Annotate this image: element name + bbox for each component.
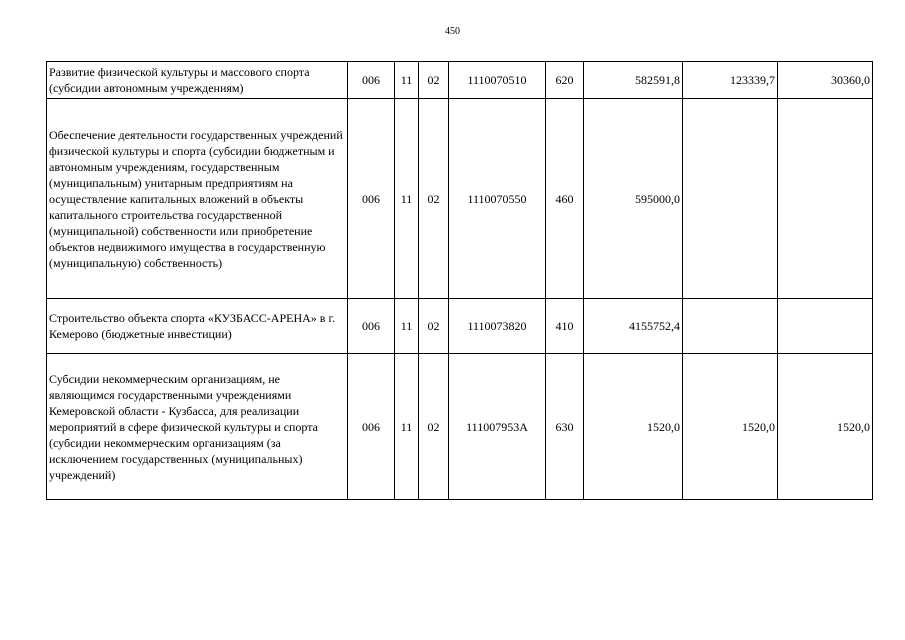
target-article-code: 111007953А bbox=[449, 354, 546, 500]
amount-year-2: 1520,0 bbox=[683, 354, 778, 500]
subsection-code: 02 bbox=[419, 99, 449, 299]
amount-year-3: 1520,0 bbox=[778, 354, 873, 500]
subsection-code: 02 bbox=[419, 299, 449, 354]
amount-year-2: 123339,7 bbox=[683, 62, 778, 99]
ministry-code: 006 bbox=[348, 299, 395, 354]
table-row bbox=[47, 354, 873, 500]
section-code: 11 bbox=[395, 354, 419, 500]
expense-type-code: 410 bbox=[546, 299, 584, 354]
section-code: 11 bbox=[395, 99, 419, 299]
ministry-code: 006 bbox=[348, 99, 395, 299]
amount-year-3: 30360,0 bbox=[778, 62, 873, 99]
target-article-code: 1110073820 bbox=[449, 299, 546, 354]
expense-type-code: 460 bbox=[546, 99, 584, 299]
subsection-code: 02 bbox=[419, 354, 449, 500]
table-row bbox=[47, 62, 873, 99]
table-row bbox=[47, 299, 873, 354]
amount-year-3 bbox=[778, 299, 873, 354]
amount-year-1: 595000,0 bbox=[584, 99, 683, 299]
target-article-code: 1110070550 bbox=[449, 99, 546, 299]
table-row bbox=[47, 99, 873, 299]
ministry-code: 006 bbox=[348, 354, 395, 500]
target-article-code: 1110070510 bbox=[449, 62, 546, 99]
row-description: Развитие физической культуры и массового спорта (субсидии автономным учреждениям) bbox=[47, 62, 348, 99]
row-description: Строительство объекта спорта «КУЗБАСС-АРЕНА» в г. Кемерово (бюджетные инвестиции) bbox=[47, 299, 348, 354]
amount-year-1: 1520,0 bbox=[584, 354, 683, 500]
page-number: 450 bbox=[445, 26, 460, 37]
section-code: 11 bbox=[395, 62, 419, 99]
amount-year-2 bbox=[683, 99, 778, 299]
expense-type-code: 630 bbox=[546, 354, 584, 500]
expense-type-code: 620 bbox=[546, 62, 584, 99]
row-description: Субсидии некоммерческим организациям, не являющимся государственными учреждениями Кемеровской области - Кузбасса, для реализации мероприятий в сфере физической культуры и спорта (субсидии некоммерческим организациям (за исключением государственных (муниципальных) учреждений) bbox=[47, 354, 348, 500]
row-description: Обеспечение деятельности государственных учреждений физической культуры и спорта (субсидии бюджетным и автономным учреждениям, государственным (муниципальным) унитарным предприятиям на осуществление капитальных вложений в объекты капитального строительства государственной (муниципальной) собственности или приобретение объектов недвижимого имущества в государственную (муниципальную) собственность) bbox=[47, 99, 348, 299]
budget-table bbox=[46, 61, 873, 500]
amount-year-1: 582591,8 bbox=[584, 62, 683, 99]
amount-year-3 bbox=[778, 99, 873, 299]
ministry-code: 006 bbox=[348, 62, 395, 99]
subsection-code: 02 bbox=[419, 62, 449, 99]
amount-year-1: 4155752,4 bbox=[584, 299, 683, 354]
section-code: 11 bbox=[395, 299, 419, 354]
amount-year-2 bbox=[683, 299, 778, 354]
